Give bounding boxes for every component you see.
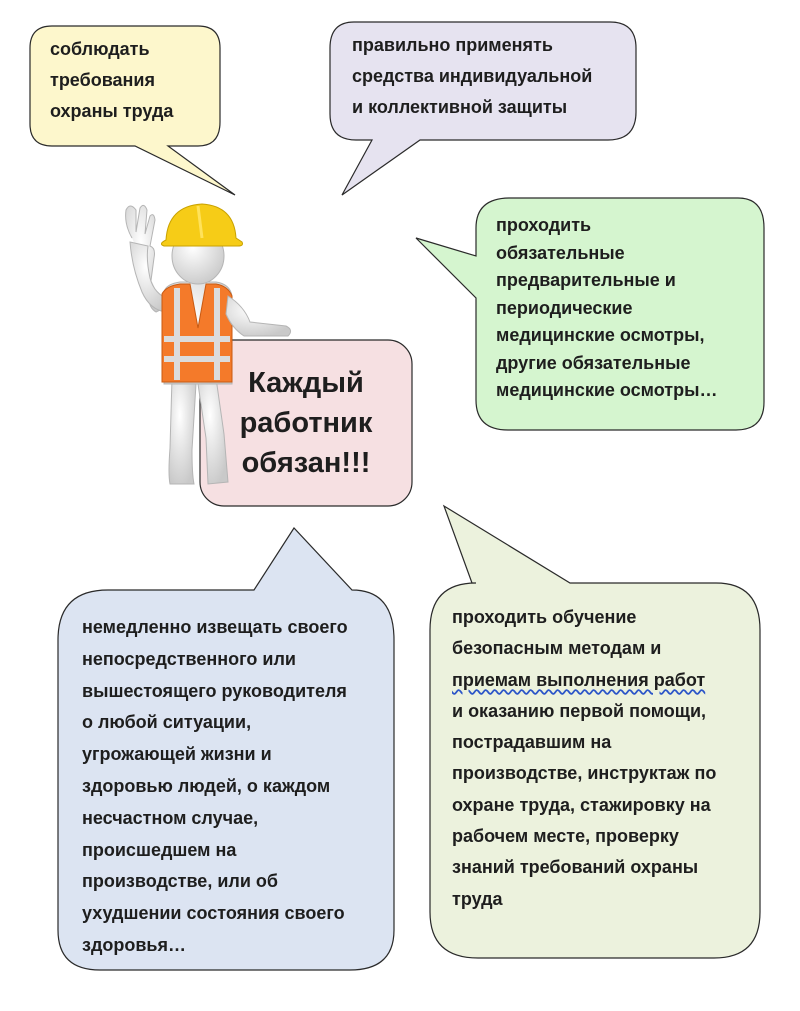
- text-line: несчастном случае,: [82, 807, 259, 828]
- text-line: требования: [50, 70, 155, 90]
- text-line: здоровью людей, о каждом: [82, 775, 331, 796]
- text-line: безопасным методам и: [452, 638, 662, 659]
- text-line: знаний требований охраны: [452, 857, 699, 878]
- text-line: труда: [452, 888, 503, 909]
- bubble-bottom-right-text: [452, 602, 716, 915]
- text-line: производстве, инструктаж по: [452, 763, 717, 784]
- text-line: непосредственного или: [82, 648, 296, 669]
- text-line: предварительные и: [496, 270, 676, 290]
- text-line: вышестоящего руководителя: [82, 680, 347, 701]
- bubble-top-left-text: [50, 34, 173, 127]
- text-line: производстве, или об: [82, 871, 278, 892]
- text-line: медицинские осмотры…: [496, 380, 718, 400]
- text-line: происшедшем на: [82, 839, 237, 860]
- text-line: обязательные: [496, 242, 625, 263]
- text-line: и оказанию первой помощи,: [452, 700, 707, 721]
- bubble-top-right-text: [352, 30, 592, 123]
- text-line: правильно применять: [352, 35, 553, 55]
- text-line: другие обязательные: [496, 352, 691, 373]
- text-line: рабочем месте, проверку: [452, 826, 679, 847]
- text-line: проходить обучение: [452, 607, 637, 627]
- text-line: медицинские осмотры,: [496, 325, 705, 345]
- text-line: ухудшении состояния своего: [82, 903, 345, 924]
- text-line: здоровья…: [82, 934, 186, 955]
- helmet-icon: [161, 204, 242, 246]
- text-line: пострадавшим на: [452, 732, 612, 753]
- bubble-middle-right-text: [496, 212, 718, 405]
- text-line: немедленно извещать своего: [82, 617, 348, 637]
- text-line: соблюдать: [50, 39, 150, 59]
- center-line: обязан!!!: [241, 447, 371, 479]
- center-line: Каждый: [248, 367, 364, 399]
- text-line: приемам выполнения работ: [452, 669, 706, 690]
- text-line: средства индивидуальной: [352, 66, 593, 86]
- text-line: угрожающей жизни и: [82, 744, 272, 765]
- text-line: проходить: [496, 215, 592, 235]
- text-line: охране труда, стажировку на: [452, 794, 711, 815]
- center-line: работник: [239, 407, 373, 439]
- text-line: о любой ситуации,: [82, 712, 252, 733]
- center-heading: [200, 340, 412, 506]
- bubble-bottom-left-text: [82, 612, 348, 962]
- text-line: и коллективной защиты: [352, 97, 568, 117]
- text-line: охраны труда: [50, 101, 174, 121]
- text-line: периодические: [496, 297, 633, 318]
